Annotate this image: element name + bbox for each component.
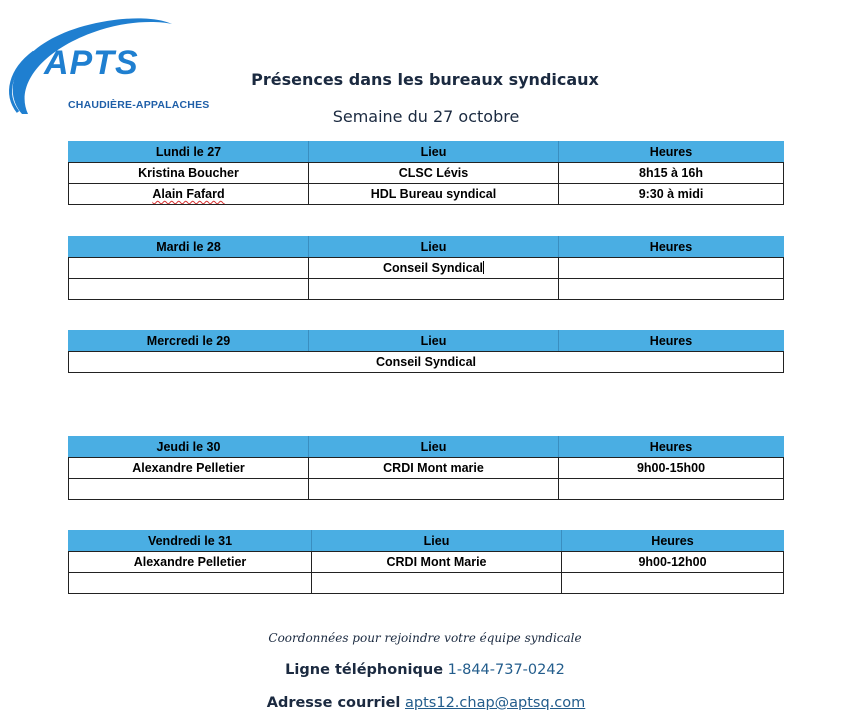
hours-cell[interactable] xyxy=(559,258,784,279)
email-label: Adresse courriel xyxy=(266,695,401,711)
schedule-table-friday xyxy=(68,530,784,594)
schedule-table-monday xyxy=(68,141,784,205)
location-header: Lieu xyxy=(312,531,562,552)
person-name-spellcheck: Alain Fafard xyxy=(152,186,225,201)
phone-number[interactable]: 1-844-737-0242 xyxy=(447,662,565,678)
location-header: Lieu xyxy=(309,237,559,258)
hours-cell[interactable] xyxy=(559,279,784,300)
table-header-row xyxy=(69,142,784,163)
table-row xyxy=(69,352,784,373)
phone-label: Ligne téléphonique xyxy=(285,662,444,678)
schedule-table-thursday xyxy=(68,436,784,500)
hours-cell[interactable] xyxy=(559,479,784,500)
email-line xyxy=(0,695,844,711)
person-cell[interactable] xyxy=(69,573,312,594)
hours-cell: 9:30 à midi xyxy=(559,184,784,205)
location-cell: CRDI Mont Marie xyxy=(312,552,562,573)
table-header-row xyxy=(69,437,784,458)
location-header: Lieu xyxy=(309,142,559,163)
location-header: Lieu xyxy=(309,331,559,352)
hours-cell: 8h15 à 16h xyxy=(559,163,784,184)
merged-cell: Conseil Syndical xyxy=(69,352,784,373)
location-cell[interactable] xyxy=(312,573,562,594)
person-cell: Alexandre Pelletier xyxy=(69,552,312,573)
person-cell[interactable] xyxy=(69,258,309,279)
day-header: Lundi le 27 xyxy=(69,142,309,163)
hours-cell: 9h00-12h00 xyxy=(562,552,784,573)
email-link[interactable]: apts12.chap@aptsq.com xyxy=(405,695,586,711)
table-row xyxy=(69,458,784,479)
phone-line xyxy=(0,662,844,678)
day-header: Vendredi le 31 xyxy=(69,531,312,552)
person-cell: Kristina Boucher xyxy=(69,163,309,184)
table-row xyxy=(69,163,784,184)
table-row xyxy=(69,552,784,573)
location-cell[interactable] xyxy=(309,279,559,300)
table-header-row xyxy=(69,331,784,352)
table-row xyxy=(69,279,784,300)
table-row xyxy=(69,258,784,279)
person-cell xyxy=(69,184,309,205)
hours-header: Heures xyxy=(559,437,784,458)
day-header: Mercredi le 29 xyxy=(69,331,309,352)
day-header: Jeudi le 30 xyxy=(69,437,309,458)
day-header: Mardi le 28 xyxy=(69,237,309,258)
schedule-table-tuesday xyxy=(68,236,784,300)
hours-cell: 9h00-15h00 xyxy=(559,458,784,479)
location-cell[interactable] xyxy=(309,258,559,279)
person-cell[interactable] xyxy=(69,479,309,500)
person-cell[interactable] xyxy=(69,279,309,300)
location-cell: HDL Bureau syndical xyxy=(309,184,559,205)
table-header-row xyxy=(69,237,784,258)
location-text: Conseil Syndical xyxy=(382,261,484,276)
hours-cell[interactable] xyxy=(562,573,784,594)
logo-region: CHAUDIÈRE-APPALACHES xyxy=(68,99,210,111)
table-header-row xyxy=(69,531,784,552)
hours-header: Heures xyxy=(562,531,784,552)
hours-header: Heures xyxy=(559,142,784,163)
table-row xyxy=(69,573,784,594)
person-cell: Alexandre Pelletier xyxy=(69,458,309,479)
location-cell[interactable] xyxy=(309,479,559,500)
table-row xyxy=(69,479,784,500)
table-row xyxy=(69,184,784,205)
contact-heading: Coordonnées pour rejoindre votre équipe syndicale xyxy=(268,631,582,645)
text-cursor xyxy=(483,261,484,274)
page-title: Présences dans les bureaux syndicaux xyxy=(251,70,599,89)
page-subtitle: Semaine du 27 octobre xyxy=(332,107,520,126)
hours-header: Heures xyxy=(559,237,784,258)
hours-header: Heures xyxy=(559,331,784,352)
location-header: Lieu xyxy=(309,437,559,458)
location-cell: CLSC Lévis xyxy=(309,163,559,184)
schedule-table-wednesday xyxy=(68,330,784,373)
location-cell: CRDI Mont marie xyxy=(309,458,559,479)
logo-brand: APTS xyxy=(44,44,139,82)
